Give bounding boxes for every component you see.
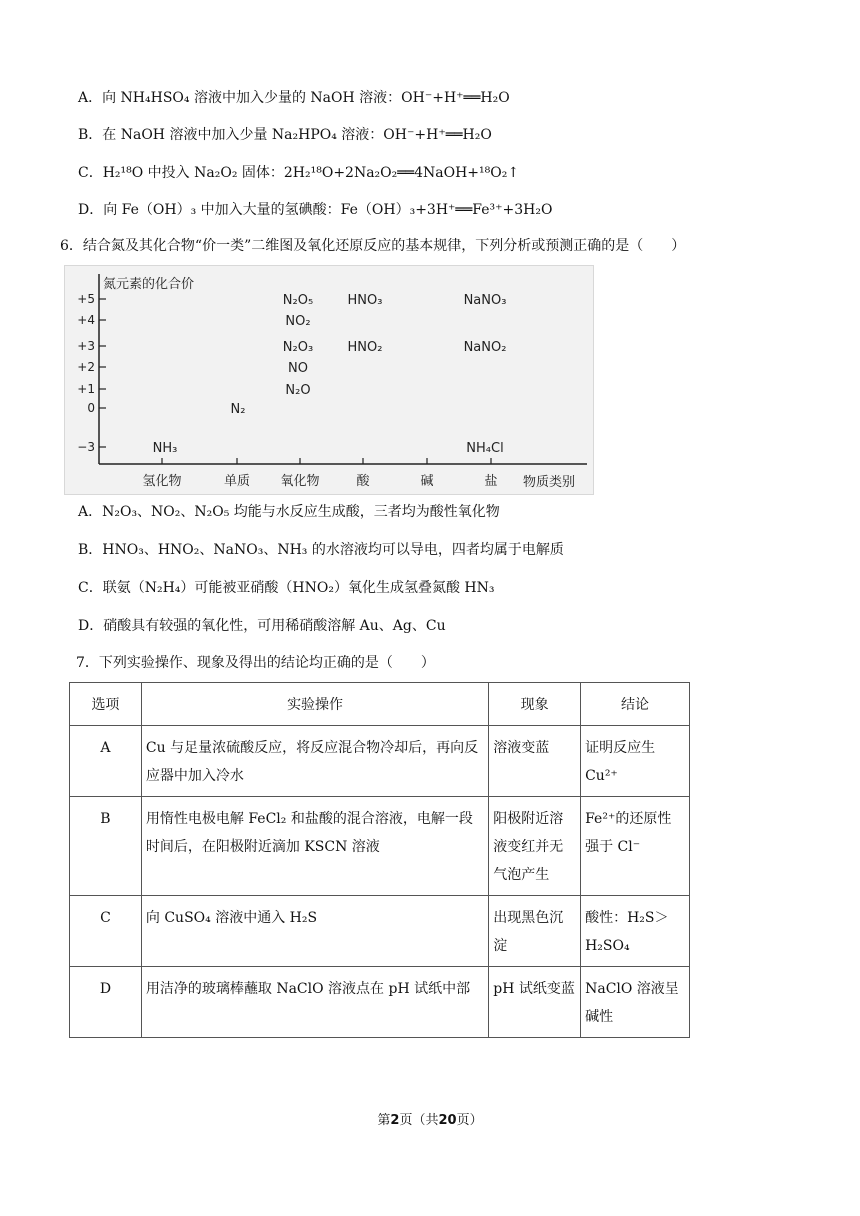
experiment-table [69, 682, 690, 1038]
table-row [70, 896, 690, 967]
row-operation: 用惰性电极电解 FeCl₂ 和盐酸的混合溶液，电解一段时间后，在阳极附近滴加 KSCN 溶液 [141, 797, 488, 896]
y-tick-label: +3 [77, 339, 95, 353]
header-conclusion: 结论 [581, 683, 690, 726]
compound-label: HNO₂ [347, 340, 383, 355]
valence-category-svg [65, 266, 593, 494]
row-option: D [70, 967, 142, 1038]
compound-label: NaNO₂ [463, 340, 507, 355]
table-row [70, 797, 690, 896]
q5-option-b: B．在 NaOH 溶液中加入少量 Na₂HPO₄ 溶液：OH⁻+H⁺══H₂O [78, 127, 492, 143]
x-tick-label: 盐 [484, 474, 498, 489]
row-phenomenon: 溶液变蓝 [489, 726, 581, 797]
y-tick-label: −3 [77, 440, 95, 454]
row-conclusion: 证明反应生 Cu²⁺ [581, 726, 690, 797]
q6-option-a: A．N₂O₃、NO₂、N₂O₅ 均能与水反应生成酸，三者均为酸性氧化物 [78, 504, 500, 520]
q5-option-d: D．向 Fe（OH）₃ 中加入大量的氢碘酸：Fe（OH）₃+3H⁺══Fe³⁺+3H₂O [78, 202, 553, 218]
x-tick-label: 氧化物 [280, 474, 320, 489]
valence-category-chart [64, 265, 594, 495]
row-option: B [70, 797, 142, 896]
table-row [70, 967, 690, 1038]
y-tick-label: +2 [77, 360, 95, 374]
page-footer [0, 1109, 860, 1128]
row-phenomenon: pH 试纸变蓝 [489, 967, 581, 1038]
row-conclusion: 酸性：H₂S＞H₂SO₄ [581, 896, 690, 967]
footer-prefix: 第 [377, 1113, 391, 1128]
y-tick-label: +5 [77, 292, 95, 306]
row-conclusion: Fe²⁺的还原性强于 Cl⁻ [581, 797, 690, 896]
compound-label: N₂O [285, 383, 311, 398]
row-conclusion: NaClO 溶液呈碱性 [581, 967, 690, 1038]
header-phenomenon: 现象 [489, 683, 581, 726]
compound-label: NH₄Cl [466, 441, 504, 456]
row-phenomenon: 阳极附近溶液变红并无气泡产生 [489, 797, 581, 896]
q7-stem: 7．下列实验操作、现象及得出的结论均正确的是（ ） [76, 655, 435, 671]
row-option: C [70, 896, 142, 967]
compound-label: HNO₃ [347, 293, 383, 308]
footer-mid: 页（共 [399, 1113, 439, 1128]
compound-label: NO [288, 361, 308, 376]
compound-label: NaNO₃ [463, 293, 507, 308]
compound-label: N₂O₃ [282, 340, 314, 355]
y-tick-label: +4 [77, 313, 95, 327]
q5-option-a: A．向 NH₄HSO₄ 溶液中加入少量的 NaOH 溶液：OH⁻+H⁺══H₂O [78, 90, 510, 106]
compound-label: NO₂ [285, 314, 311, 329]
compound-label: N₂ [230, 402, 246, 417]
table-row [70, 726, 690, 797]
y-tick-label: +1 [77, 382, 95, 396]
row-operation: 向 CuSO₄ 溶液中通入 H₂S [141, 896, 488, 967]
row-operation: 用洁净的玻璃棒蘸取 NaClO 溶液点在 pH 试纸中部 [141, 967, 488, 1038]
x-tick-label: 碱 [420, 474, 434, 489]
y-axis-title: 氮元素的化合价 [103, 277, 195, 292]
table-header-row [70, 683, 690, 726]
q6-stem: 6．结合氮及其化合物“价一类”二维图及氧化还原反应的基本规律，下列分析或预测正确的是（ ） [60, 238, 686, 254]
q5-option-c: C．H₂¹⁸O 中投入 Na₂O₂ 固体：2H₂¹⁸O+2Na₂O₂══4NaOH+¹⁸O₂↑ [78, 165, 520, 181]
row-phenomenon: 出现黑色沉淀 [489, 896, 581, 967]
header-operation: 实验操作 [141, 683, 488, 726]
x-tick-label: 氢化物 [142, 474, 182, 489]
compound-label: NH₃ [152, 441, 178, 456]
footer-suffix: 页） [456, 1113, 483, 1128]
y-tick-label: 0 [87, 401, 95, 415]
x-tick-label: 单质 [223, 474, 251, 489]
q6-option-b: B．HNO₃、HNO₂、NaNO₃、NH₃ 的水溶液均可以导电，四者均属于电解质 [78, 542, 564, 558]
x-tick-label: 酸 [356, 474, 370, 489]
q6-option-d: D．硝酸具有较强的氧化性，可用稀硝酸溶解 Au、Ag、Cu [78, 618, 446, 634]
row-option: A [70, 726, 142, 797]
q6-option-c: C．联氨（N₂H₄）可能被亚硝酸（HNO₂）氧化生成氢叠氮酸 HN₃ [78, 580, 495, 596]
footer-page-number: 2 [390, 1113, 400, 1128]
compound-label: N₂O₅ [282, 293, 314, 308]
footer-total-pages: 20 [438, 1113, 457, 1128]
row-operation: Cu 与足量浓硫酸反应，将反应混合物冷却后，再向反应器中加入冷水 [141, 726, 488, 797]
x-axis-title: 物质类别 [523, 475, 576, 490]
header-option: 选项 [70, 683, 142, 726]
